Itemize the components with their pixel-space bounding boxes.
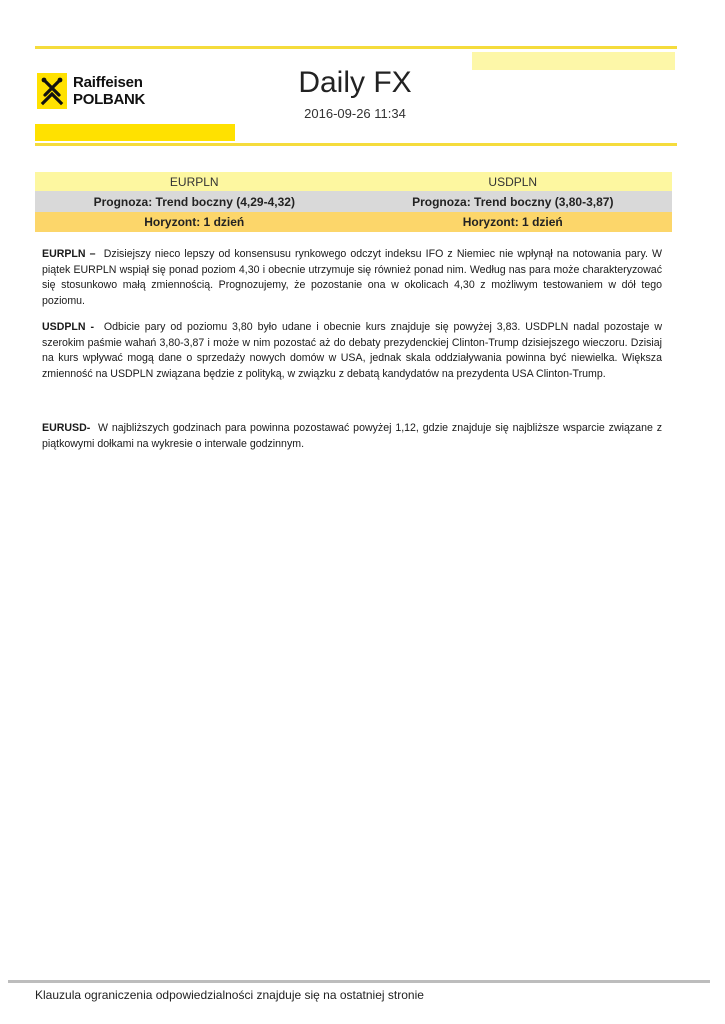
commentary-text: W najbliższych godzinach para powinna pozostawać powyżej 1,12, gdzie znajduje się najbliższe wsparcie związane z piątkowymi dołkami na wykresie o interwale godzinnym. xyxy=(42,422,663,450)
footer-disclaimer: Klauzula ograniczenia odpowiedzialności znajduje się na ostatniej stronie xyxy=(35,988,424,1002)
header-yellow-block xyxy=(35,124,235,141)
horizon-eurpln: Horyzont: 1 dzień xyxy=(35,212,354,232)
commentary-eurusd xyxy=(42,421,662,452)
gable-cross-icon xyxy=(37,73,67,109)
footer-rule xyxy=(8,980,710,983)
logo-wordmark-line1: Raiffeisen xyxy=(73,74,143,91)
forecast-usdpln: Prognoza: Trend boczny (3,80-3,87) xyxy=(354,191,673,212)
commentary-label: EURUSD- xyxy=(42,422,91,434)
logo-wordmark-line2: POLBANK xyxy=(73,91,146,108)
pair-name-usdpln: USDPLN xyxy=(354,172,673,191)
report-datetime: 2016-09-26 11:34 xyxy=(304,106,406,121)
commentary-text: Dzisiejszy nieco lepszy od konsensusu rynkowego odczyt indeksu IFO z Niemiec nie wpłynął na notowania pary. W piątek EURPLN wspiął się ponad poziom 4,30 i obecnie utrzymuje się również ponad nim. Według nas para może charakteryzować się stosunkowo małą zmiennością. Prognozujemy, że pozostanie ona w okolicach 4,30 z możliwym testowaniem w dół tego poziomu. xyxy=(42,248,662,307)
page-title: Daily FX xyxy=(298,66,412,99)
commentary-label: EURPLN – xyxy=(42,248,96,260)
forecast-table xyxy=(35,172,672,232)
pair-name-eurpln: EURPLN xyxy=(35,172,354,191)
forecast-eurpln: Prognoza: Trend boczny (4,29-4,32) xyxy=(35,191,354,212)
header-top-rule xyxy=(35,46,677,49)
forecast-horizon-row xyxy=(35,212,672,232)
horizon-usdpln: Horyzont: 1 dzień xyxy=(354,212,673,232)
commentary-eurpln xyxy=(42,247,662,309)
commentary-usdpln xyxy=(42,320,662,382)
commentary-label: USDPLN - xyxy=(42,321,95,333)
commentary-text: Odbicie pary od poziomu 3,80 było udane i obecnie kurs znajduje się powyżej 3,83. USDPLN nadal pozostaje w szerokim paśmie wahań 3,80-3,87 i może w nim pozostać aż do debaty prezydenckiej Clinton-Trump dzisiejszego wieczoru. Dzisiaj na kurs wpływać mogą dane o sprzedaży nowych domów w USA, jednak skala oddziaływania powinna być niewielka. Większa zmienność na USDPLN związana będzie z polityką, w związku z debatą kandydatów na prezydenta USA Clinton-Trump. xyxy=(42,321,662,380)
header-bottom-rule xyxy=(35,143,677,146)
header-accent-band xyxy=(472,52,675,70)
forecast-pair-row xyxy=(35,172,672,191)
raiffeisen-polbank-logo xyxy=(37,72,162,110)
forecast-range-row xyxy=(35,191,672,212)
